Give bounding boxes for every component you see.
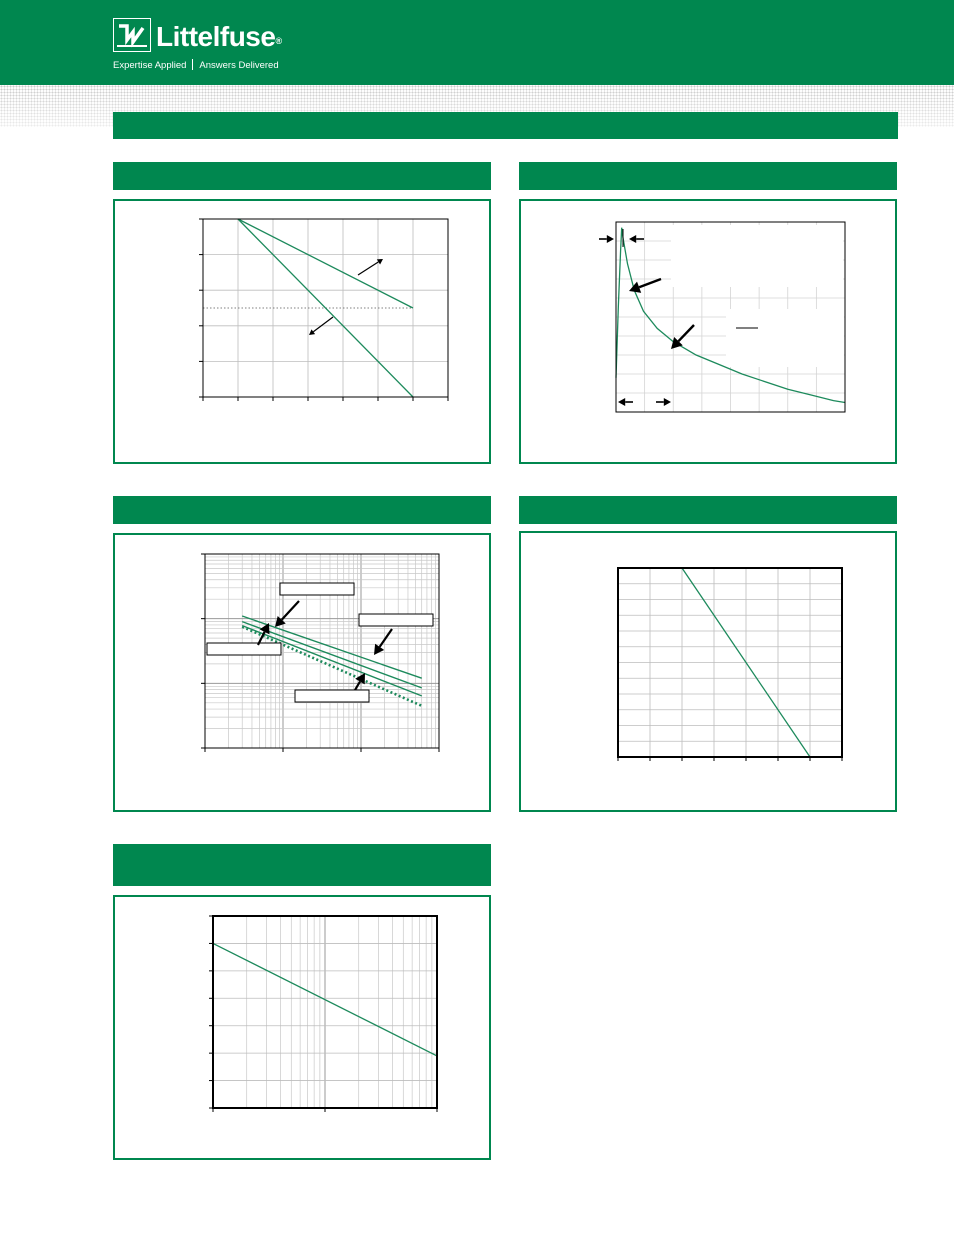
tagline-left: Expertise Applied bbox=[113, 60, 187, 71]
page-title-bar bbox=[113, 112, 898, 139]
label-mask-top bbox=[671, 225, 843, 287]
chart-2 bbox=[521, 201, 899, 466]
figure-4-header bbox=[519, 496, 897, 524]
annotation-box-1 bbox=[280, 583, 354, 595]
figure-5-header bbox=[113, 844, 491, 886]
arrow-icon-lower-shaft bbox=[313, 317, 333, 332]
arrow-icon-rise-right-head bbox=[629, 235, 636, 243]
figure-1-header bbox=[113, 162, 491, 190]
figure-1-panel bbox=[113, 199, 491, 464]
figure-3-header bbox=[113, 496, 491, 524]
tagline-right: Answers Delivered bbox=[199, 60, 279, 71]
figure-5-panel bbox=[113, 895, 491, 1160]
chart-4 bbox=[521, 533, 899, 814]
figure-2-panel bbox=[519, 199, 897, 464]
arrow-icon-rise-left-head bbox=[607, 235, 614, 243]
figure-2-header bbox=[519, 162, 897, 190]
tagline bbox=[113, 59, 279, 72]
chart-3 bbox=[115, 535, 493, 814]
label-mask-right bbox=[726, 309, 844, 367]
series-upper-line bbox=[238, 219, 413, 308]
figure-3-panel bbox=[113, 533, 491, 812]
figure-4-panel bbox=[519, 531, 897, 812]
arrow-icon-duration-left-head bbox=[618, 398, 625, 406]
series-series-c bbox=[242, 626, 422, 696]
arrow-icon-b-head bbox=[374, 644, 384, 655]
tagline-separator bbox=[192, 59, 193, 70]
littelfuse-logo-icon bbox=[113, 18, 151, 52]
chart-5 bbox=[115, 897, 493, 1162]
series-lower-line bbox=[238, 219, 413, 397]
page-header bbox=[0, 0, 954, 85]
annotation-box-4 bbox=[295, 690, 369, 702]
arrow-icon-duration-right-head bbox=[664, 398, 671, 406]
arrow-icon-a-shaft bbox=[282, 601, 299, 620]
arrow-icon-lower-head bbox=[309, 329, 315, 335]
arrow-icon-upper-shaft bbox=[358, 262, 378, 275]
chart-1 bbox=[115, 201, 493, 466]
arrow-icon-tail-shaft bbox=[678, 325, 694, 341]
brand-name: Littelfuse® bbox=[156, 21, 282, 52]
registered-mark: ® bbox=[275, 36, 282, 46]
arrow-icon-peak-shaft bbox=[639, 279, 661, 287]
annotation-box-3 bbox=[207, 643, 281, 655]
annotation-box-2 bbox=[359, 614, 433, 626]
